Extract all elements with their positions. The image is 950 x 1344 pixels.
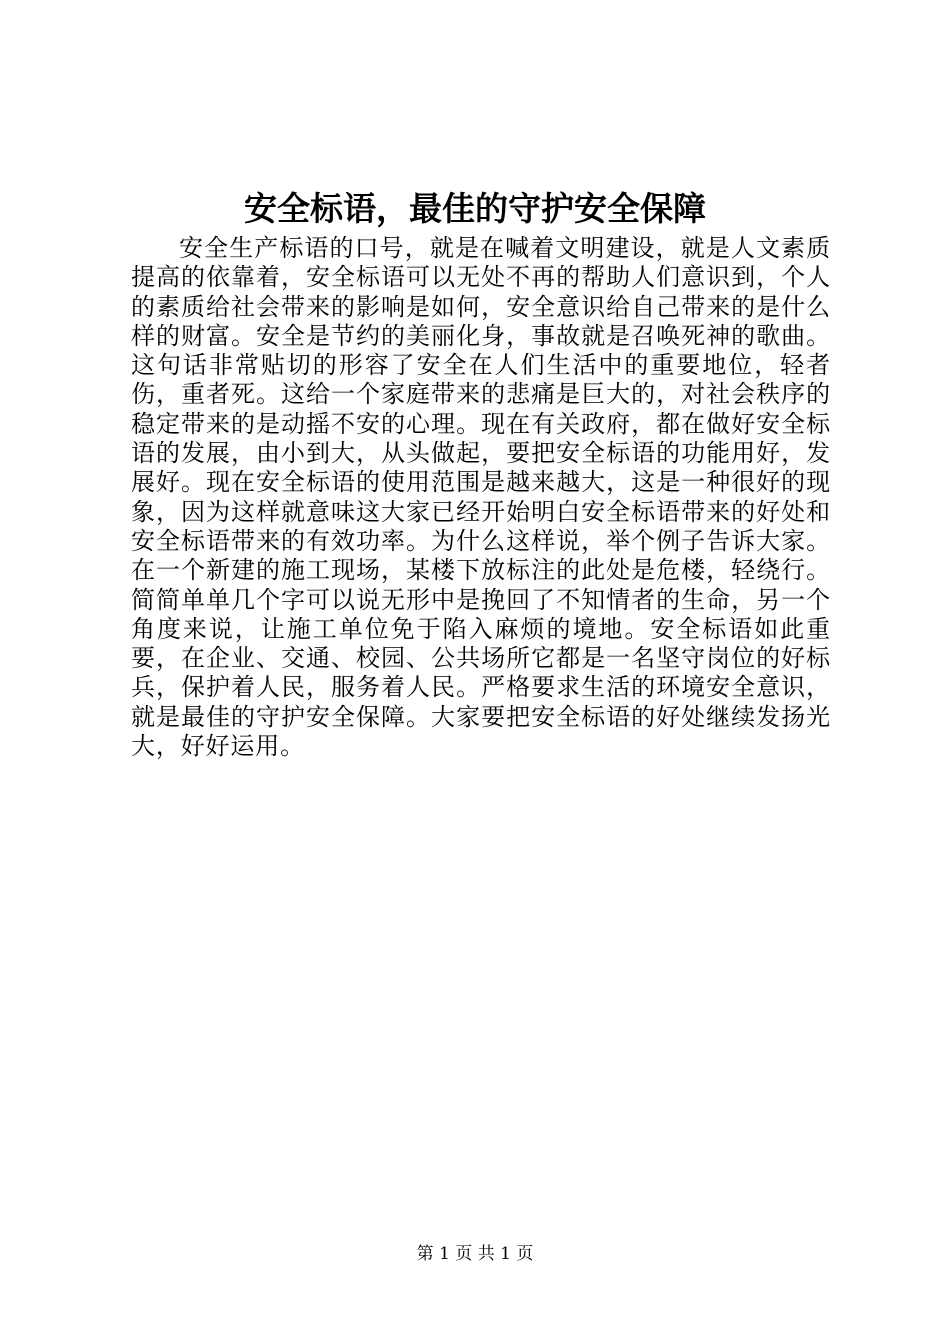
page-footer: 第 1 页 共 1 页 [416, 1244, 534, 1264]
document-title: 安全标语，最佳的守护安全保障 [244, 189, 706, 228]
document-body-paragraph: 安全生产标语的口号，就是在喊着文明建设，就是人文素质提高的依靠着，安全标语可以无处不再的帮助人们意识到，个人的素质给社会带来的影响是如何，安全意识给自己带来的是什么样的财富。安全是节约的美丽化身，事故就是召唤死神的歌曲。这句话非常贴切的形容了安全在人们生活中的重要地位，轻者伤，重者死。这给一个家庭带来的悲痛是巨大的，对社会秩序的稳定带来的是动摇不安的心理。现在有关政府，都在做好安全标语的发展，由小到大，从头做起，要把安全标语的功能用好，发展好。现在安全标语的使用范围是越来越大，这是一种很好的现象，因为这样就意味这大家已经开始明白安全标语带来的好处和安全标语带来的有效功率。为什么这样说，举个例子告诉大家。在一个新建的施工现场，某楼下放标注的此处是危楼，轻绕行。简简单单几个字可以说无形中是挽回了不知情者的生命，另一个角度来说，让施工单位免于陷入麻烦的境地。安全标语如此重要，在企业、交通、校园、公共场所它都是一名坚守岗位的好标兵，保护着人民，服务着人民。严格要求生活的环境安全意识，就是最佳的守护安全保障。大家要把安全标语的好处继续发扬光大，好好运用。 [131, 234, 831, 761]
